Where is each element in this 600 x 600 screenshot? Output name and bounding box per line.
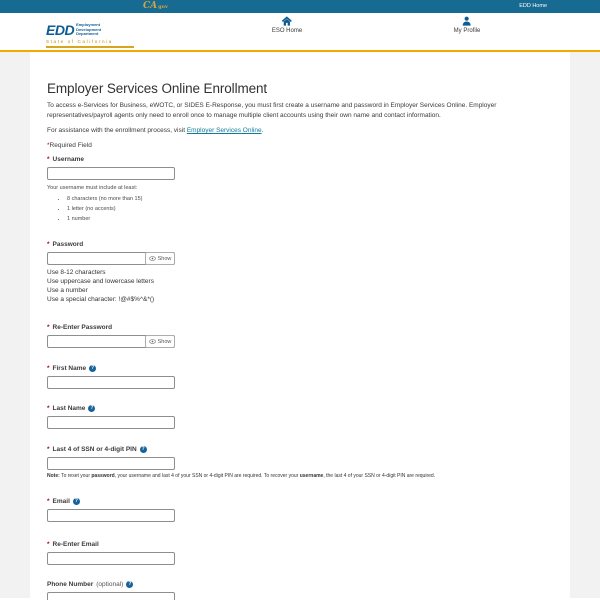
phone-group	[47, 580, 555, 600]
asterisk: *	[47, 446, 50, 453]
ca-gov-logo-suffix: gov	[158, 4, 168, 10]
asterisk: *	[47, 498, 50, 505]
nav-eso-home-label: ESO Home	[271, 28, 303, 34]
reenter-email-group	[47, 540, 555, 565]
asterisk: *	[47, 241, 50, 248]
last-name-input[interactable]	[47, 416, 175, 429]
username-group	[47, 155, 555, 224]
password-rule: Use 8-12 characters	[47, 269, 106, 276]
password-rule: Use a special character: !@#$%^&*()	[47, 296, 155, 303]
first-name-group	[47, 364, 555, 389]
username-rule: • 8 characters (no more than 15)	[67, 194, 555, 204]
ssn-pin-input[interactable]	[47, 457, 175, 470]
ca-gov-logo-text: CA	[143, 1, 158, 11]
asterisk: *	[47, 405, 50, 412]
username-input[interactable]	[47, 167, 175, 180]
person-icon	[462, 16, 472, 26]
reenter-password-show-button[interactable]: Show	[145, 335, 175, 348]
password-group	[47, 240, 555, 304]
username-rule: • 1 letter (no accents)	[67, 204, 555, 214]
email-label: * Email ?	[47, 498, 78, 505]
edd-logo-acronym: EDD	[46, 22, 75, 38]
password-label: * Password	[47, 241, 84, 248]
employer-services-online-link[interactable]: Employer Services Online	[186, 127, 262, 134]
nav-my-profile-label: My Profile	[453, 28, 481, 34]
phone-help-icon[interactable]: ?	[128, 581, 132, 587]
email-help-icon[interactable]: ?	[74, 498, 78, 504]
password-rule: Use a number	[47, 287, 88, 294]
first-name-input[interactable]	[47, 376, 175, 389]
ca-gov-logo[interactable]	[143, 0, 168, 14]
password-rules	[47, 268, 555, 304]
reenter-password-group	[47, 323, 555, 348]
phone-optional-suffix: (optional)	[96, 581, 124, 588]
enrollment-form-container	[30, 52, 570, 598]
last-name-group	[47, 404, 555, 429]
email-group	[47, 497, 555, 522]
asterisk: *	[47, 365, 50, 372]
last-name-help-icon[interactable]: ?	[90, 405, 94, 411]
required-field-note: *Required Field	[47, 142, 92, 149]
top-utility-bar	[0, 0, 600, 13]
nav-my-profile[interactable]	[454, 16, 481, 34]
asterisk: *	[47, 541, 50, 548]
username-rules-title: Your username must include at least:	[47, 185, 138, 191]
edd-logo-state: State of California	[46, 38, 113, 44]
page-title: Employer Services Online Enrollment	[47, 81, 268, 96]
intro-paragraph: To access e-Services for Business, eWOTC, or SIDES E-Response, you must first create a username and password in Employer Services Online. Employer representatives/payroll agents only need to enroll once to manage multiple client accounts using their own name and contact information.	[47, 102, 497, 119]
phone-input[interactable]	[47, 592, 175, 600]
email-input[interactable]	[47, 509, 175, 522]
home-icon	[282, 16, 292, 26]
password-rule: Use uppercase and lowercase letters	[47, 278, 154, 285]
site-header	[0, 13, 600, 52]
username-rule: • 1 number	[67, 214, 555, 224]
eye-icon	[149, 339, 156, 344]
assistance-paragraph: For assistance with the enrollment process, visit Employer Services Online.	[47, 127, 264, 134]
first-name-help-icon[interactable]: ?	[91, 365, 95, 371]
username-rules-list	[67, 194, 555, 224]
asterisk: *	[47, 156, 50, 163]
ssn-pin-group	[47, 445, 555, 480]
edd-logo[interactable]	[46, 23, 134, 48]
username-label: * Username	[47, 156, 84, 163]
first-name-label: * First Name ?	[47, 365, 95, 372]
ssn-pin-help-icon[interactable]: ?	[141, 446, 145, 452]
eye-icon	[149, 256, 156, 261]
password-show-button[interactable]: Show	[145, 252, 175, 265]
reenter-password-label: * Re-Enter Password	[47, 324, 113, 331]
last-name-label: * Last Name ?	[47, 405, 94, 412]
reenter-email-label: * Re-Enter Email	[47, 541, 99, 548]
ssn-pin-label: * Last 4 of SSN or 4-digit PIN ?	[47, 446, 145, 453]
edd-home-link[interactable]: EDD Home	[519, 3, 547, 9]
asterisk: *	[47, 324, 50, 331]
page-background	[0, 52, 600, 598]
reenter-email-input[interactable]	[47, 552, 175, 565]
phone-label: Phone Number (optional) ?	[47, 581, 132, 588]
ssn-note: Note: To reset your password, your username and last 4 of your SSN or 4-digit PIN are required. To recover your username, the last 4 of your SSN or 4-digit PIN are required.	[47, 473, 436, 479]
asterisk: *	[47, 142, 50, 149]
nav-eso-home[interactable]	[272, 16, 302, 34]
edd-logo-lines: Employment Development Department	[76, 22, 102, 37]
